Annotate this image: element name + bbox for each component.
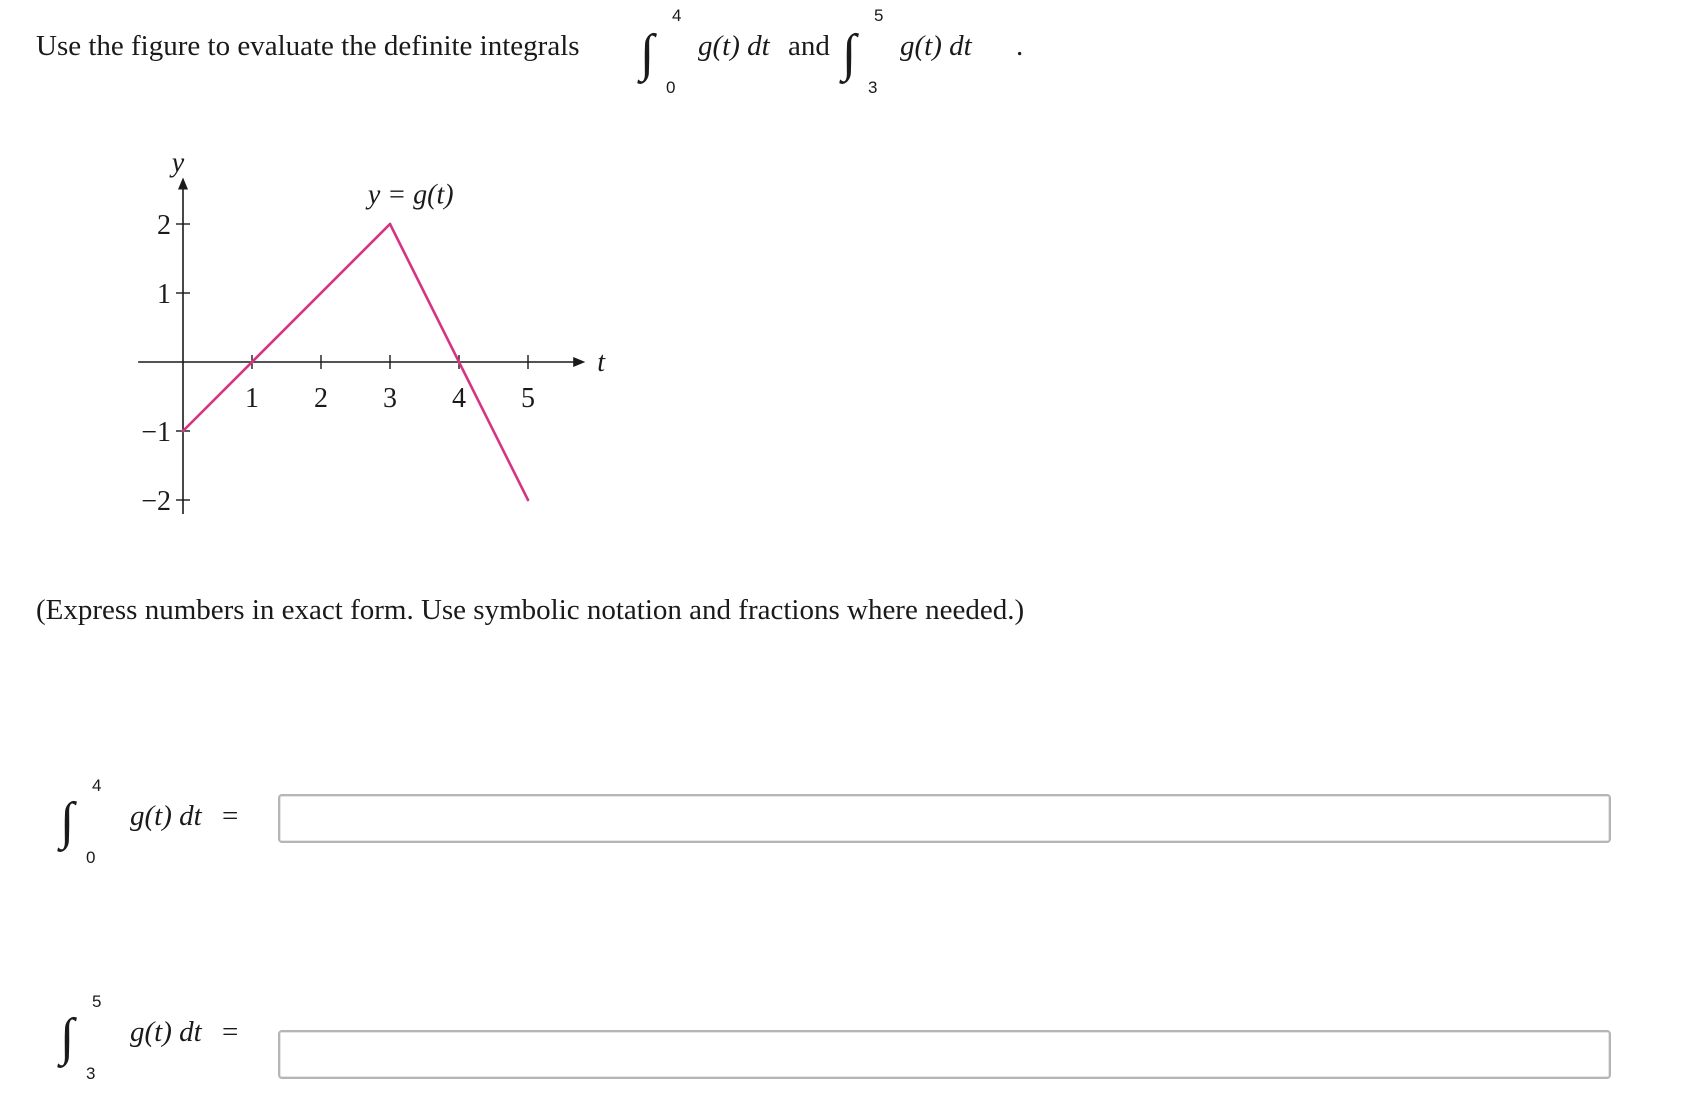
answer-1-input[interactable] [278,794,1611,843]
answer-1-label [54,776,264,880]
integrand: g(t) dt [130,1016,202,1048]
curve-label: y = g(t) [367,179,454,211]
y-tick-label: −1 [141,417,171,448]
x-tick-label: 4 [452,383,466,414]
lower-limit: 0 [86,848,96,867]
x-axis-label: t [597,347,605,378]
integral-sign-icon: ∫ [842,25,857,82]
answer-2-label [54,992,264,1106]
upper-limit: 4 [672,6,682,25]
integral-sign-icon: ∫ [60,793,75,850]
axes [138,180,583,515]
instructions-text: (Express numbers in exact form. Use symbolic notation and fractions where needed.) [36,594,1025,626]
equals-sign: = [222,800,239,832]
upper-limit: 5 [92,992,102,1011]
equals-sign: = [222,1016,239,1048]
y-axis-label: y [171,150,185,179]
y-tick-label: 2 [157,210,171,241]
x-tick-label: 1 [245,383,259,414]
integrand: g(t) dt [130,800,202,832]
x-tick-label: 2 [314,383,328,414]
upper-limit: 4 [92,776,102,795]
graph-figure [120,150,620,540]
prompt-connector: and [788,30,830,62]
integrand: g(t) dt [698,30,770,62]
prompt-lead-text: Use the figure to evaluate the definite integrals [36,30,580,62]
curve-segment [183,224,390,431]
upper-limit: 5 [874,6,884,25]
lower-limit: 3 [86,1064,96,1083]
end-punctuation: . [1016,30,1024,62]
x-tick-label: 5 [521,383,535,414]
axis-ticks [141,210,535,517]
y-tick-label: −2 [141,486,171,517]
answer-2-input[interactable] [278,1030,1611,1079]
integrand: g(t) dt [900,30,972,62]
lower-limit: 0 [666,78,676,97]
integral-sign-icon: ∫ [60,1009,75,1066]
y-tick-label: 1 [157,279,171,310]
question-prompt [36,6,1136,112]
integral-sign-icon: ∫ [640,25,655,82]
figure-labels [169,150,606,378]
lower-limit: 3 [868,78,878,97]
x-tick-label: 3 [383,383,397,414]
